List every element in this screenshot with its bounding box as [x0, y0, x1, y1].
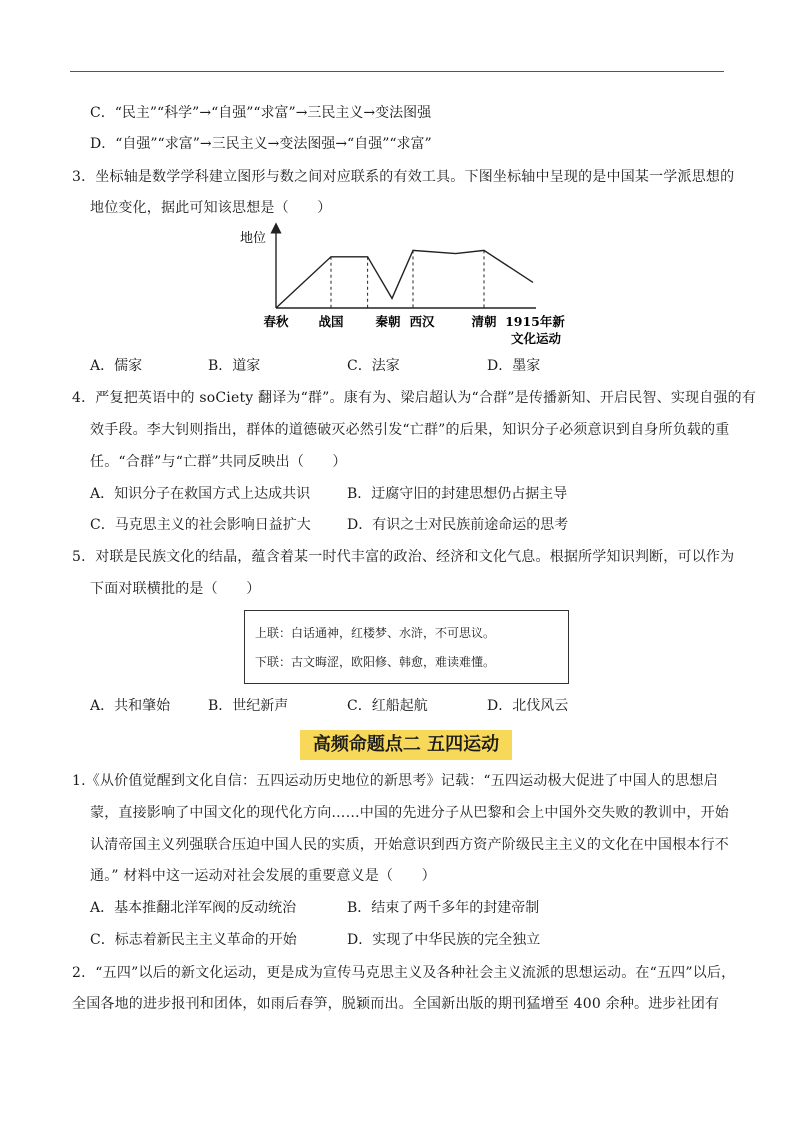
q3-option-c: C．法家 — [347, 358, 400, 374]
q5-option-c: C．红船起航 — [347, 698, 428, 714]
p1-stem-line2: 蒙，直接影响了中国文化的现代化方向……中国的先进分子从巴黎和会上中国外交失败的教训中，开始 — [90, 805, 729, 821]
p1-stem-line3: 认清帝国主义列强联合压迫中国人民的实质，开始意识到西方资产阶级民主主义的文化在中国根本行不 — [90, 837, 729, 853]
q4-stem-line2: 效手段。李大钊则指出，群体的道德破灭必然引发“亡群”的后果，知识分子必须意识到自身所负载的重 — [90, 422, 730, 438]
status-chart — [236, 222, 576, 350]
p1-stem-line1: 1.《从价值觉醒到文化自信：五四运动历史地位的新思考》记载：“五四运动极大促进了中国人的思想启 — [72, 773, 718, 789]
q4-stem-line1: 4．严复把英语中的 soCiety 翻译为“群”。康有为、梁启超认为“合群”是传播新知、开启民智、实现自强的有 — [72, 390, 757, 406]
q4-option-d: D．有识之士对民族前途命运的思考 — [347, 517, 569, 533]
q5-option-d: D．北伐风云 — [487, 698, 569, 714]
couplet-box — [244, 610, 569, 684]
tick-label-6: 文化运动 — [510, 331, 562, 346]
tick-label-5: 1915年新 — [505, 314, 565, 329]
q4-option-c: C．马克思主义的社会影响日益扩大 — [90, 517, 311, 533]
q5-stem-line1: 5．对联是民族文化的结晶，蕴含着某一时代丰富的政治、经济和文化气息。根据所学知识判断，可以作为 — [72, 549, 735, 565]
couplet-upper: 上联：白话通神，红楼梦、水浒，不可思议。 — [255, 626, 496, 640]
q5-stem-line2: 下面对联横批的是（ ） — [90, 581, 261, 597]
p1-stem-line4: 通。” 材料中这一运动对社会发展的重要意义是（ ） — [90, 868, 436, 884]
couplet-lower: 下联：古文晦涩，欧阳修、韩愈，难读难懂。 — [255, 655, 496, 669]
p2-stem-line1: 2．“五四”以后的新文化运动，更是成为宣传马克思主义及各种社会主义流派的思想运动。在“五四”以后， — [72, 965, 736, 981]
q3-option-b: B．道家 — [208, 358, 261, 374]
p1-option-c: C．标志着新民主主义革命的开始 — [90, 932, 297, 948]
tick-label-0: 春秋 — [263, 314, 289, 329]
header-rule — [70, 71, 724, 72]
q3-option-a: A．儒家 — [90, 358, 143, 374]
q4-option-b: B．迂腐守旧的封建思想仍占据主导 — [347, 486, 568, 502]
p1-option-d: D．实现了中华民族的完全独立 — [347, 932, 541, 948]
tick-label-2: 秦朝 — [375, 314, 401, 329]
p1-option-a: A．基本推翻北洋军阀的反动统治 — [90, 900, 297, 916]
q3-stem-line1: 3．坐标轴是数学学科建立图形与数之间对应联系的有效工具。下图坐标轴中呈现的是中国某一学派思想的 — [72, 169, 735, 185]
status-series-line — [276, 250, 533, 308]
q4-option-a: A．知识分子在救国方式上达成共识 — [90, 486, 311, 502]
q2-option-d: D．“自强”“求富”→三民主义→变法图强→“自强”“求富” — [90, 136, 432, 152]
q3-option-d: D．墨家 — [487, 358, 541, 374]
tick-label-4: 清朝 — [471, 314, 497, 329]
y-axis-label: 地位 — [240, 231, 267, 246]
q5-option-b: B．世纪新声 — [208, 698, 289, 714]
q5-option-a: A．共和肇始 — [90, 698, 171, 714]
p2-stem-line2: 全国各地的进步报刊和团体，如雨后春笋，脱颖而出。全国新出版的期刊猛增至 400 余种。进步社团有 — [72, 996, 720, 1012]
tick-label-3: 西汉 — [409, 314, 435, 329]
q2-option-c: C．“民主”“科学”→“自强”“求富”→三民主义→变法图强 — [90, 105, 432, 121]
section-title: 高频命题点二 五四运动 — [300, 730, 512, 760]
p1-option-b: B．结束了两千多年的封建帝制 — [347, 900, 540, 916]
q3-stem-line2: 地位变化，据此可知该思想是（ ） — [90, 200, 332, 216]
tick-label-1: 战国 — [318, 314, 344, 329]
q4-stem-line3: 任。“合群”与“亡群”共同反映出（ ） — [90, 454, 347, 470]
